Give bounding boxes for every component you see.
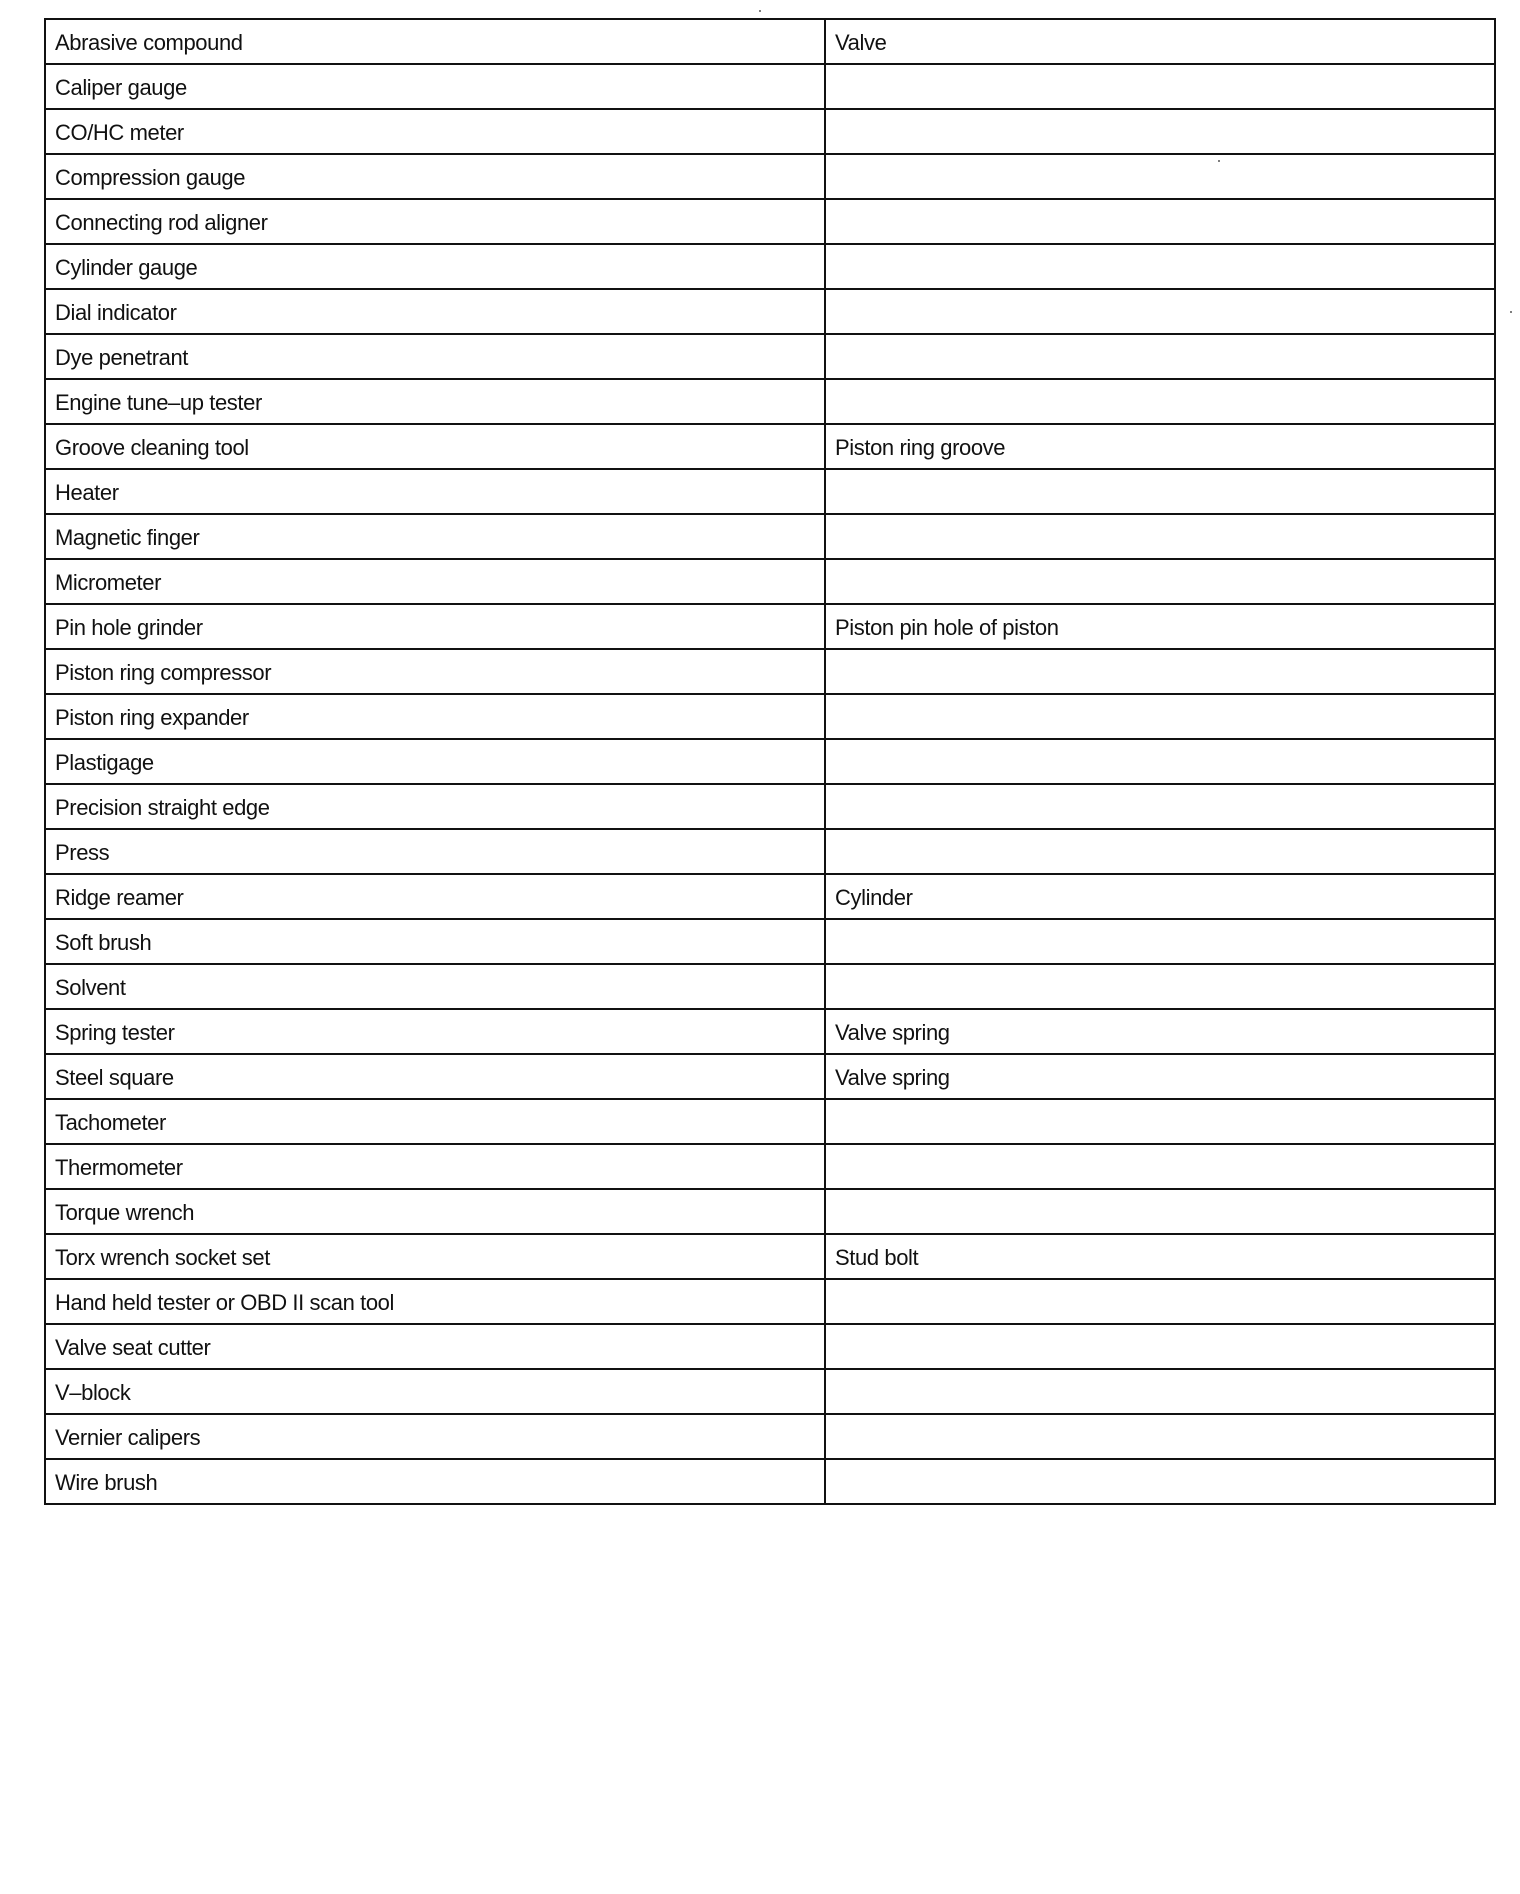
table-row bbox=[45, 1279, 1495, 1324]
part-cell bbox=[825, 694, 1495, 739]
part-cell bbox=[825, 1459, 1495, 1504]
tool-name-cell: Abrasive compound bbox=[45, 19, 825, 64]
scan-speck bbox=[1218, 160, 1220, 162]
table-row bbox=[45, 199, 1495, 244]
tool-name-cell: Piston ring compressor bbox=[45, 649, 825, 694]
table-row bbox=[45, 1099, 1495, 1144]
part-cell bbox=[825, 1189, 1495, 1234]
part-cell bbox=[825, 739, 1495, 784]
tool-name-cell: Wire brush bbox=[45, 1459, 825, 1504]
tool-name-cell: Torx wrench socket set bbox=[45, 1234, 825, 1279]
tool-name-cell: Solvent bbox=[45, 964, 825, 1009]
part-cell bbox=[825, 649, 1495, 694]
table-row bbox=[45, 919, 1495, 964]
tool-name-cell: Steel square bbox=[45, 1054, 825, 1099]
part-cell bbox=[825, 829, 1495, 874]
tool-name-cell: Spring tester bbox=[45, 1009, 825, 1054]
table-row bbox=[45, 379, 1495, 424]
table-row bbox=[45, 829, 1495, 874]
table-row bbox=[45, 109, 1495, 154]
table-row bbox=[45, 244, 1495, 289]
scan-speck bbox=[1510, 311, 1512, 313]
table-row bbox=[45, 424, 1495, 469]
table-row bbox=[45, 1324, 1495, 1369]
table-row bbox=[45, 1189, 1495, 1234]
part-cell bbox=[825, 514, 1495, 559]
part-cell bbox=[825, 199, 1495, 244]
table-row bbox=[45, 784, 1495, 829]
tools-table bbox=[44, 18, 1496, 1505]
part-cell bbox=[825, 64, 1495, 109]
table-row bbox=[45, 1459, 1495, 1504]
tool-name-cell: V–block bbox=[45, 1369, 825, 1414]
tool-name-cell: Tachometer bbox=[45, 1099, 825, 1144]
table-row bbox=[45, 739, 1495, 784]
part-cell bbox=[825, 1279, 1495, 1324]
tool-name-cell: Vernier calipers bbox=[45, 1414, 825, 1459]
part-cell bbox=[825, 334, 1495, 379]
part-cell bbox=[825, 964, 1495, 1009]
tool-name-cell: Hand held tester or OBD II scan tool bbox=[45, 1279, 825, 1324]
tool-name-cell: Connecting rod aligner bbox=[45, 199, 825, 244]
table-row bbox=[45, 874, 1495, 919]
part-cell: Cylinder bbox=[825, 874, 1495, 919]
table-row bbox=[45, 514, 1495, 559]
table-row bbox=[45, 19, 1495, 64]
tool-name-cell: Press bbox=[45, 829, 825, 874]
table-row bbox=[45, 64, 1495, 109]
part-cell bbox=[825, 379, 1495, 424]
part-cell bbox=[825, 1369, 1495, 1414]
tool-name-cell: Thermometer bbox=[45, 1144, 825, 1189]
part-cell bbox=[825, 469, 1495, 514]
tool-name-cell: Piston ring expander bbox=[45, 694, 825, 739]
tool-name-cell: Magnetic finger bbox=[45, 514, 825, 559]
part-cell bbox=[825, 919, 1495, 964]
part-cell bbox=[825, 559, 1495, 604]
table-row bbox=[45, 289, 1495, 334]
part-cell: Valve spring bbox=[825, 1009, 1495, 1054]
part-cell bbox=[825, 154, 1495, 199]
part-cell bbox=[825, 1144, 1495, 1189]
part-cell: Stud bolt bbox=[825, 1234, 1495, 1279]
table-row bbox=[45, 649, 1495, 694]
part-cell bbox=[825, 1324, 1495, 1369]
tool-name-cell: Valve seat cutter bbox=[45, 1324, 825, 1369]
tool-name-cell: Engine tune–up tester bbox=[45, 379, 825, 424]
tool-name-cell: Heater bbox=[45, 469, 825, 514]
part-cell bbox=[825, 1414, 1495, 1459]
part-cell bbox=[825, 784, 1495, 829]
tool-name-cell: Torque wrench bbox=[45, 1189, 825, 1234]
tool-name-cell: Cylinder gauge bbox=[45, 244, 825, 289]
tool-name-cell: Groove cleaning tool bbox=[45, 424, 825, 469]
table-row bbox=[45, 1414, 1495, 1459]
tool-name-cell: Precision straight edge bbox=[45, 784, 825, 829]
tools-table-body bbox=[45, 19, 1495, 1504]
scan-speck bbox=[759, 10, 761, 12]
part-cell: Valve spring bbox=[825, 1054, 1495, 1099]
tool-name-cell: Soft brush bbox=[45, 919, 825, 964]
tool-name-cell: Plastigage bbox=[45, 739, 825, 784]
tool-name-cell: CO/HC meter bbox=[45, 109, 825, 154]
tool-name-cell: Pin hole grinder bbox=[45, 604, 825, 649]
table-row bbox=[45, 1234, 1495, 1279]
table-row bbox=[45, 1054, 1495, 1099]
tool-name-cell: Compression gauge bbox=[45, 154, 825, 199]
tool-name-cell: Caliper gauge bbox=[45, 64, 825, 109]
tool-name-cell: Ridge reamer bbox=[45, 874, 825, 919]
part-cell: Piston ring groove bbox=[825, 424, 1495, 469]
table-row bbox=[45, 694, 1495, 739]
tool-name-cell: Dial indicator bbox=[45, 289, 825, 334]
part-cell: Piston pin hole of piston bbox=[825, 604, 1495, 649]
table-row bbox=[45, 964, 1495, 1009]
table-row bbox=[45, 469, 1495, 514]
table-row bbox=[45, 559, 1495, 604]
tool-name-cell: Micrometer bbox=[45, 559, 825, 604]
tool-name-cell: Dye penetrant bbox=[45, 334, 825, 379]
part-cell bbox=[825, 244, 1495, 289]
table-row bbox=[45, 604, 1495, 649]
table-row bbox=[45, 1369, 1495, 1414]
table-row bbox=[45, 1009, 1495, 1054]
table-row bbox=[45, 334, 1495, 379]
table-row bbox=[45, 1144, 1495, 1189]
table-row bbox=[45, 154, 1495, 199]
part-cell bbox=[825, 289, 1495, 334]
part-cell bbox=[825, 1099, 1495, 1144]
part-cell: Valve bbox=[825, 19, 1495, 64]
part-cell bbox=[825, 109, 1495, 154]
